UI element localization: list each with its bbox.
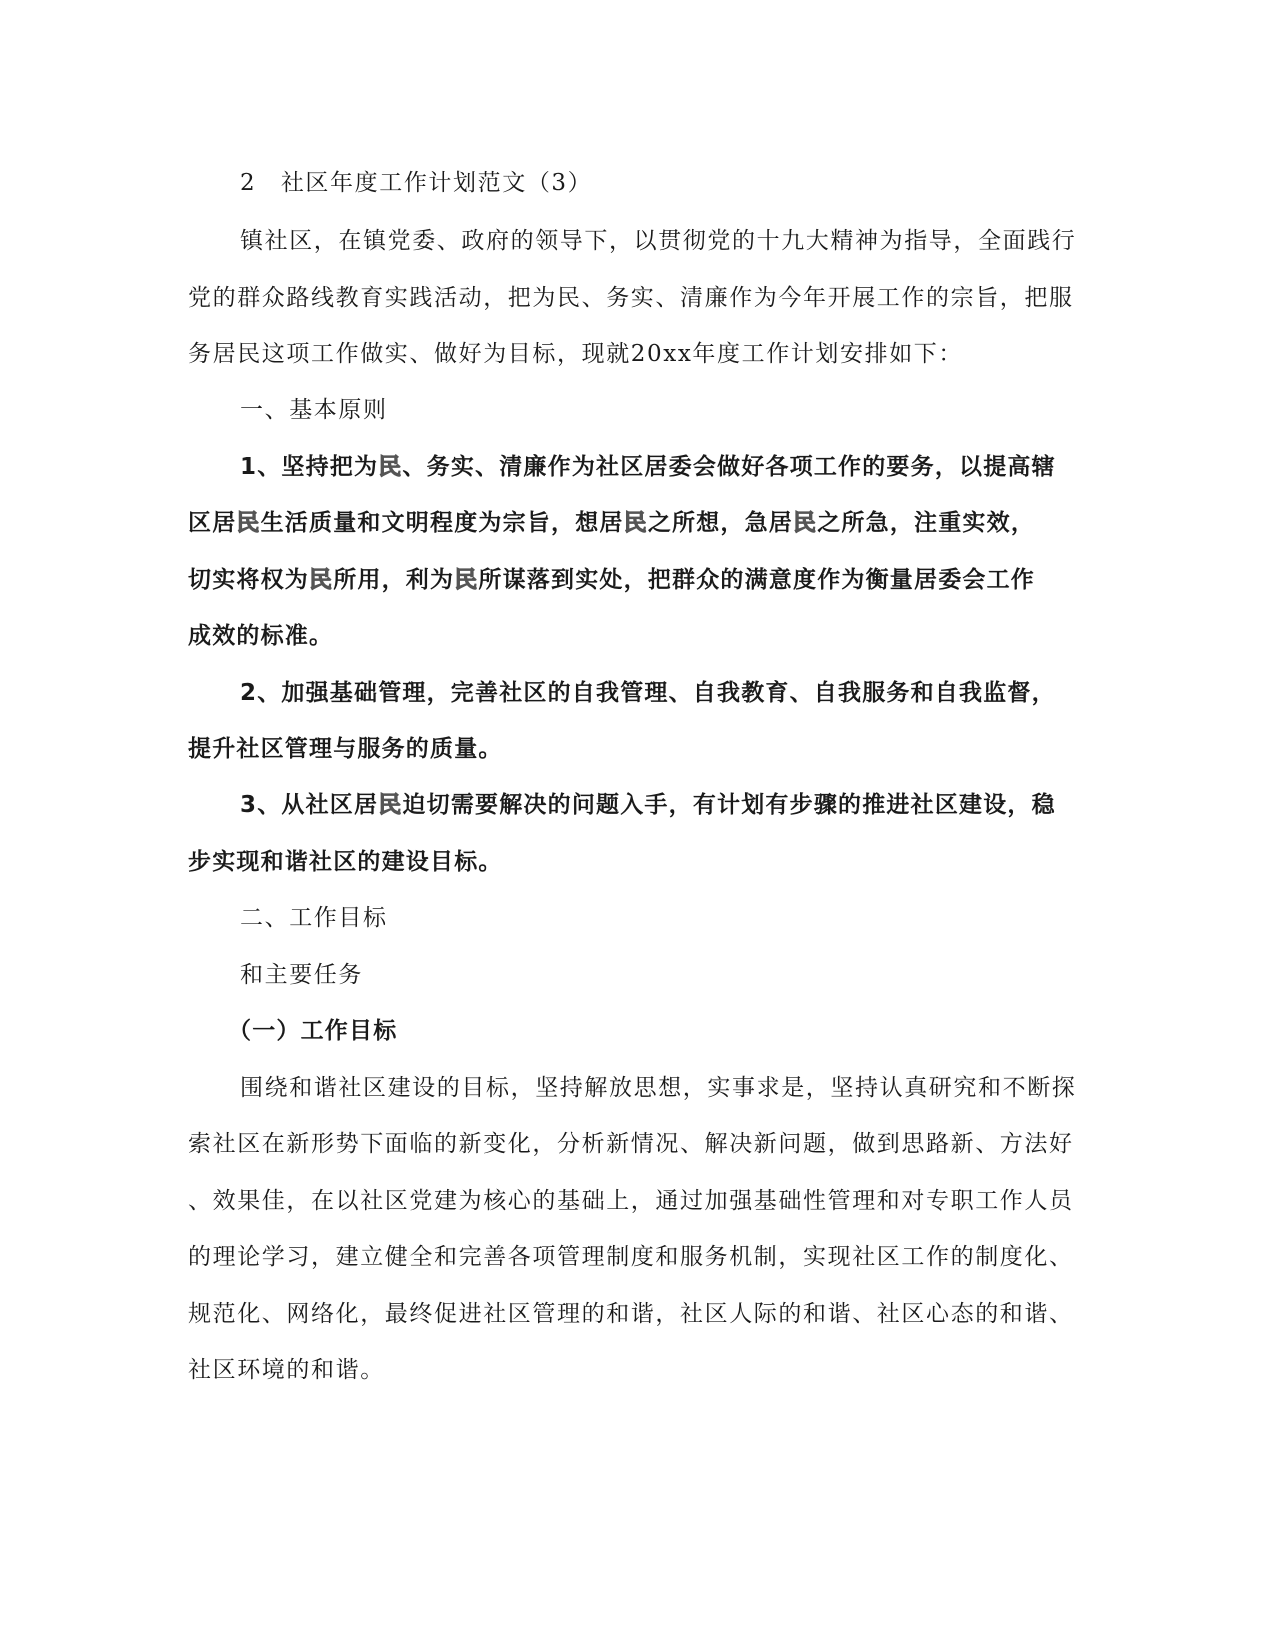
principle-1-line-3: 切实将权为民所用，利为民所谋落到实处，把群众的满意度作为衡量居委会工作 — [188, 567, 1036, 593]
principle-1-line-2: 区居民生活质量和文明程度为宗旨，想居民之所想，急居民之所急，注重实效， — [188, 510, 1036, 536]
section-1-heading: 一、基本原则 — [240, 397, 388, 423]
document-title: 2 社区年度工作计划范文（3） — [240, 170, 593, 196]
intro-line-3: 务居民这项工作做实、做好为目标，现就20xx年度工作计划安排如下： — [188, 341, 964, 367]
goals-line-1: 围绕和谐社区建设的目标，坚持解放思想，实事求是，坚持认真研究和不断探 — [240, 1075, 1077, 1101]
goals-line-4: 的理论学习，建立健全和完善各项管理制度和服务机制，实现社区工作的制度化、 — [188, 1244, 1074, 1270]
section-2-heading-cont: 和主要任务 — [240, 962, 363, 988]
principle-2-line-2: 提升社区管理与服务的质量。 — [188, 736, 503, 762]
goals-line-2: 索社区在新形势下面临的新变化，分析新情况、解决新问题，做到思路新、方法好 — [188, 1131, 1074, 1157]
intro-line-1: 镇社区，在镇党委、政府的领导下，以贯彻党的十九大精神为指导，全面践行 — [240, 228, 1077, 254]
goals-line-3: 、效果佳，在以社区党建为核心的基础上，通过加强基础性管理和对专职工作人员 — [188, 1188, 1074, 1214]
principle-1-line-1: 1、坚持把为民、务实、清廉作为社区居委会做好各项工作的要务，以提高辖 — [240, 454, 1056, 480]
intro-line-2: 党的群众路线教育实践活动，把为民、务实、清廉作为今年开展工作的宗旨，把服 — [188, 285, 1074, 311]
principle-1-line-4: 成效的标准。 — [188, 623, 334, 649]
sub-heading-work-goals: （一）工作目标 — [228, 1018, 398, 1044]
principle-3-line-1: 3、从社区居民迫切需要解决的问题入手，有计划有步骤的推进社区建设，稳 — [240, 792, 1056, 818]
principle-2-line-1: 2、加强基础管理，完善社区的自我管理、自我教育、自我服务和自我监督， — [240, 680, 1056, 706]
goals-line-6: 社区环境的和谐。 — [188, 1357, 385, 1383]
principle-3-line-2: 步实现和谐社区的建设目标。 — [188, 849, 503, 875]
section-2-heading: 二、工作目标 — [240, 905, 388, 931]
goals-line-5: 规范化、网络化，最终促进社区管理的和谐，社区人际的和谐、社区心态的和谐、 — [188, 1301, 1074, 1327]
